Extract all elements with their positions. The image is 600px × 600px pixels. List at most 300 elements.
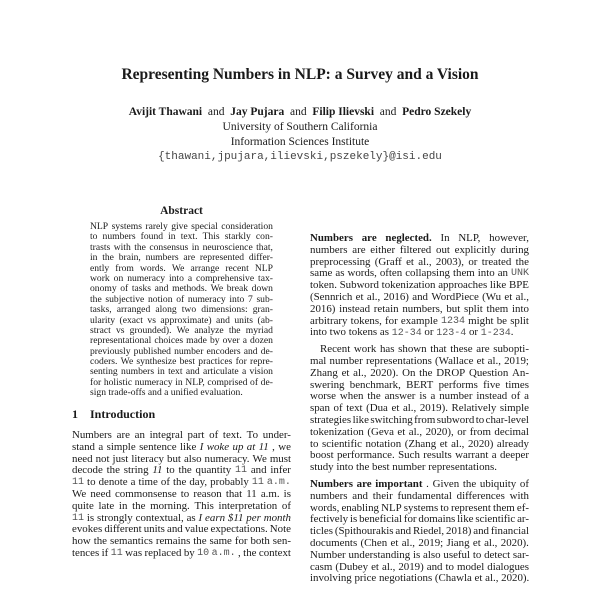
text-line bbox=[310, 356, 529, 368]
text-run: al., bbox=[381, 560, 396, 573]
text-line bbox=[310, 368, 529, 380]
italic-text: I bbox=[198, 511, 203, 524]
text-run: like bbox=[457, 513, 474, 526]
text-run: replaced bbox=[144, 546, 182, 559]
text-run: treated bbox=[481, 255, 512, 268]
text-run: Zhang bbox=[310, 366, 338, 379]
text-run: both bbox=[250, 535, 270, 548]
inline-code: 11 bbox=[110, 547, 123, 559]
text-run: comprehensive bbox=[196, 272, 255, 284]
text-run: the bbox=[193, 535, 207, 548]
affiliation-university: University of Southern California bbox=[222, 121, 378, 133]
text-run: To bbox=[246, 429, 259, 441]
text-run: DROP bbox=[436, 366, 466, 379]
text-run: already bbox=[496, 437, 529, 450]
text-run: systems bbox=[403, 501, 439, 514]
text-run: also bbox=[183, 452, 202, 465]
text-run: and bbox=[426, 560, 443, 573]
text-run: We bbox=[176, 324, 190, 336]
text-run: numbers bbox=[310, 243, 348, 256]
inline-code: 12-34 bbox=[391, 328, 422, 340]
inline-code: 10 bbox=[197, 547, 210, 559]
text-run: words. bbox=[139, 262, 166, 274]
text-run: to bbox=[90, 231, 98, 243]
text-run: et bbox=[397, 425, 406, 438]
text-run: (Wallace bbox=[435, 354, 474, 367]
text-run: mal bbox=[310, 354, 327, 367]
text-run: deeper bbox=[499, 449, 529, 462]
author-name: Pedro Szekely bbox=[402, 106, 472, 118]
text-run: or bbox=[466, 326, 481, 339]
text-run: represent bbox=[450, 501, 491, 514]
text-run: numeracy bbox=[187, 293, 226, 305]
text-run: (Sennrich bbox=[310, 290, 353, 303]
text-run: numbers bbox=[145, 252, 179, 264]
text-run: like bbox=[179, 440, 197, 453]
text-run: the bbox=[132, 499, 146, 512]
text-run: late bbox=[98, 499, 115, 512]
text-run: them bbox=[486, 302, 509, 315]
bold-run-in-heading: neglected. bbox=[385, 232, 432, 244]
text-run: answer bbox=[384, 390, 416, 403]
text-run: onomy bbox=[90, 283, 117, 295]
text-run: differ- bbox=[248, 252, 273, 264]
text-run: switching bbox=[370, 413, 413, 426]
text-run: expectations. bbox=[210, 523, 268, 536]
text-run: with bbox=[113, 241, 131, 253]
text-run: with bbox=[509, 489, 529, 502]
text-run: on bbox=[113, 272, 124, 284]
text-run: split bbox=[510, 314, 529, 327]
text-run: consideration bbox=[221, 221, 273, 232]
text-run: in bbox=[168, 231, 176, 243]
text-run: sentence bbox=[139, 440, 177, 453]
text-run: the bbox=[106, 464, 120, 477]
text-run: al., bbox=[366, 290, 381, 303]
text-run: tences bbox=[72, 546, 100, 559]
text-run: how bbox=[72, 535, 91, 548]
text-run: (ab- bbox=[257, 314, 273, 326]
text-run: This bbox=[194, 499, 214, 512]
text-run: al., bbox=[408, 425, 423, 438]
text-run: to bbox=[440, 501, 449, 514]
text-run: for bbox=[90, 376, 102, 388]
text-run: preprocessing bbox=[310, 255, 371, 268]
text-run: number bbox=[174, 345, 204, 357]
text-run: al., bbox=[402, 402, 417, 415]
text-run: from bbox=[469, 425, 491, 438]
text-run: Such bbox=[398, 449, 420, 462]
text-run: is bbox=[283, 487, 291, 500]
text-run: of bbox=[120, 283, 129, 295]
text-run: from bbox=[115, 262, 134, 274]
text-run: a.m. bbox=[260, 487, 280, 500]
text-run: domains bbox=[418, 513, 456, 526]
text-run: al., bbox=[484, 536, 498, 549]
text-run: (Graff bbox=[374, 255, 402, 268]
text-run: senting bbox=[90, 366, 118, 378]
text-run: ularity bbox=[90, 314, 116, 326]
text-run: 2020), bbox=[425, 425, 454, 438]
text-run: integral bbox=[149, 429, 183, 441]
text-line bbox=[72, 489, 291, 501]
text-run: comprised bbox=[207, 376, 248, 388]
paper-title: Representing Numbers in NLP: a Survey and a Vision bbox=[121, 66, 479, 83]
text-run: stand bbox=[72, 440, 95, 453]
text-run: de- bbox=[260, 345, 273, 357]
text-run: the bbox=[243, 546, 257, 559]
text-line bbox=[310, 479, 529, 491]
text-run: that bbox=[430, 343, 447, 356]
text-line bbox=[310, 304, 529, 316]
text-run: in bbox=[90, 252, 98, 264]
text-run: numbers, bbox=[402, 302, 443, 315]
text-run: NLP bbox=[254, 262, 273, 274]
text-run: made bbox=[186, 335, 207, 347]
text-run: in bbox=[191, 241, 200, 253]
text-run: (exact bbox=[119, 314, 143, 326]
text-run: to bbox=[445, 560, 454, 573]
text-run: con- bbox=[255, 231, 273, 243]
text-run: we bbox=[278, 440, 291, 453]
text-run: collapsing bbox=[405, 267, 450, 280]
text-run: 2018) bbox=[446, 525, 472, 538]
text-run: reason bbox=[193, 487, 222, 500]
text-run: (Dubey bbox=[335, 560, 369, 573]
text-run: Question bbox=[468, 366, 509, 379]
italic-text: I bbox=[199, 440, 204, 453]
text-run: during bbox=[500, 243, 529, 256]
text-run: a bbox=[187, 272, 193, 284]
text-run: 2020) bbox=[467, 437, 494, 450]
text-run: text. bbox=[180, 231, 198, 243]
text-run: enabling bbox=[341, 501, 379, 514]
text-run: in bbox=[175, 376, 183, 388]
text-run: different bbox=[104, 523, 142, 536]
text-run: token. bbox=[310, 279, 337, 292]
text-run: benchmark, bbox=[349, 378, 401, 391]
text-run: repre- bbox=[250, 356, 273, 368]
text-run: five bbox=[483, 378, 501, 391]
text-run: of bbox=[511, 390, 521, 403]
text-run: understanding bbox=[348, 548, 411, 561]
text-run: for bbox=[235, 356, 247, 368]
text-run: if bbox=[101, 546, 109, 559]
text-run: quite bbox=[72, 499, 94, 512]
text-run: to bbox=[87, 476, 96, 489]
text-run: them bbox=[493, 501, 515, 514]
text-run: 2016) bbox=[310, 302, 336, 315]
text-run: a bbox=[130, 476, 136, 489]
text-run: of bbox=[160, 476, 170, 489]
text-line bbox=[90, 253, 273, 263]
text-run: et bbox=[355, 290, 364, 303]
affiliation-institute: Information Sciences Institute bbox=[230, 136, 370, 148]
text-run: retain bbox=[373, 302, 399, 315]
text-run: into bbox=[512, 302, 529, 315]
text-line bbox=[310, 415, 529, 427]
text-run: notion bbox=[147, 293, 173, 305]
text-line bbox=[72, 501, 291, 513]
text-run: beneficial bbox=[359, 513, 402, 526]
text-run: casm bbox=[310, 560, 333, 573]
text-run: or bbox=[421, 326, 437, 339]
text-run: On bbox=[402, 366, 416, 379]
text-run: (Wu bbox=[482, 290, 502, 303]
text-run: and bbox=[216, 314, 230, 326]
text-run: scientific bbox=[322, 437, 362, 450]
text-run: are bbox=[116, 429, 130, 441]
text-run: de- bbox=[260, 376, 273, 388]
text-run: number bbox=[329, 354, 363, 367]
text-run: special bbox=[191, 221, 218, 232]
text-run: et bbox=[371, 560, 379, 573]
inline-code: 11 bbox=[72, 512, 85, 524]
author-email: {thawani,jpujara,ilievski,pszekely}@isi.edu bbox=[158, 151, 442, 163]
text-run: al., bbox=[487, 354, 501, 367]
text-run: NLP bbox=[381, 501, 402, 514]
inline-code: a.m. bbox=[211, 547, 236, 559]
text-run: NLP bbox=[90, 221, 109, 232]
text-run: explicitly bbox=[454, 243, 496, 256]
text-run: a bbox=[98, 440, 104, 453]
text-run: but bbox=[167, 452, 181, 465]
inline-code: 11 bbox=[251, 477, 264, 489]
text-run: Jiang bbox=[446, 536, 470, 549]
text-run: like bbox=[352, 413, 369, 426]
text-run: coders. bbox=[90, 356, 118, 368]
text-run: decimal bbox=[494, 425, 529, 438]
text-run: as bbox=[335, 267, 345, 280]
inline-code: 1234 bbox=[440, 315, 465, 327]
text-run: grounded). bbox=[129, 324, 172, 336]
text-run: al., bbox=[401, 536, 416, 549]
abstract-heading: Abstract bbox=[160, 205, 203, 217]
text-run: (Zhang bbox=[404, 437, 437, 450]
text-run: simple bbox=[499, 402, 529, 415]
text-run: under- bbox=[262, 429, 291, 441]
italic-text: 11 bbox=[258, 440, 269, 453]
text-run: BERT bbox=[406, 378, 434, 391]
text-run: performs bbox=[438, 378, 478, 391]
italic-text: 11 bbox=[152, 464, 163, 477]
text-line bbox=[90, 243, 273, 253]
text-run: a bbox=[241, 366, 247, 378]
text-run: the bbox=[134, 241, 146, 253]
italic-text: per bbox=[246, 511, 261, 524]
text-run: as bbox=[186, 511, 196, 524]
text-run: Given bbox=[432, 477, 460, 490]
text-run: a bbox=[430, 390, 436, 403]
text-run: however, bbox=[489, 232, 529, 244]
text-run: work bbox=[353, 343, 377, 356]
text-run: time bbox=[138, 476, 158, 489]
text-run: useful bbox=[443, 548, 471, 561]
text-run: into two tokens as bbox=[310, 326, 392, 339]
text-run: best bbox=[179, 356, 196, 368]
text-run: to bbox=[475, 413, 485, 426]
text-run: al., bbox=[515, 290, 529, 303]
author-name: Avijit Thawani bbox=[128, 106, 203, 118]
text-run: also bbox=[423, 548, 441, 561]
text-run: 2020). bbox=[500, 536, 529, 549]
text-run: vision bbox=[249, 366, 273, 378]
italic-text: month bbox=[263, 511, 291, 524]
text-run: subword bbox=[436, 413, 475, 426]
text-run: holistic bbox=[103, 376, 133, 388]
text-run: ticles bbox=[310, 525, 333, 538]
text-run: in bbox=[157, 366, 165, 378]
text-run: 2019; bbox=[418, 536, 444, 549]
text-run: Riedel, bbox=[412, 525, 445, 538]
text-run: performance. bbox=[336, 449, 395, 462]
author-separator: and bbox=[207, 106, 225, 118]
section-number: 1 bbox=[72, 407, 78, 421]
text-run: for bbox=[385, 314, 398, 327]
text-run: strongly bbox=[97, 511, 133, 524]
text-run: fundamental bbox=[397, 489, 452, 502]
text-run: by bbox=[209, 335, 220, 347]
text-run: 2019). bbox=[419, 402, 448, 415]
text-run: Subword bbox=[339, 279, 379, 292]
text-run: was bbox=[125, 546, 143, 559]
text-run: approaches bbox=[438, 279, 488, 292]
text-run: BPE bbox=[508, 279, 529, 292]
text-run: strategies bbox=[310, 413, 352, 426]
text-run: (Chen bbox=[360, 536, 388, 549]
text-run: of bbox=[209, 429, 219, 441]
text-run: and bbox=[250, 464, 267, 477]
text-run: of bbox=[333, 402, 343, 415]
text-run: 2003), bbox=[435, 255, 465, 268]
text-run: the bbox=[173, 476, 187, 489]
text-run: are bbox=[352, 243, 366, 256]
text-run: previously bbox=[90, 345, 131, 357]
text-run: the bbox=[93, 535, 108, 548]
text-run: worse bbox=[310, 390, 337, 403]
text-run: approximate) bbox=[160, 314, 212, 326]
text-run: encoders bbox=[206, 345, 241, 357]
text-run: to bbox=[310, 437, 319, 450]
text-run: trasts bbox=[90, 241, 111, 253]
text-run: and bbox=[473, 525, 490, 538]
text-run: times bbox=[505, 378, 529, 391]
text-run: like bbox=[489, 279, 507, 292]
text-run: text bbox=[346, 402, 363, 415]
text-run: fectively bbox=[310, 513, 349, 526]
text-run: of bbox=[176, 293, 185, 305]
inline-code: 1-234 bbox=[480, 328, 511, 340]
text-run: 2019) bbox=[398, 560, 424, 573]
text-run: In bbox=[440, 232, 450, 244]
text-run: of bbox=[250, 376, 259, 388]
text-run: text bbox=[168, 366, 183, 378]
text-run: is bbox=[412, 548, 421, 561]
text-run: give bbox=[171, 221, 188, 232]
text-run: . bbox=[426, 477, 429, 490]
text-run: is bbox=[349, 513, 358, 526]
text-run: into bbox=[229, 293, 245, 305]
text-run: , bbox=[272, 440, 275, 453]
text-line bbox=[310, 327, 529, 339]
text-run: a bbox=[524, 390, 529, 403]
text-run: string bbox=[123, 464, 149, 477]
text-run: We bbox=[120, 356, 134, 368]
abstract-body bbox=[90, 222, 273, 399]
text-run: arrange bbox=[190, 262, 220, 274]
text-run: sar- bbox=[512, 548, 529, 561]
text-run: into bbox=[477, 267, 495, 280]
text-run: vs bbox=[147, 314, 156, 326]
text-run: evokes bbox=[72, 523, 103, 536]
text-run: et bbox=[406, 255, 414, 268]
text-run: ef- bbox=[516, 501, 529, 514]
text-run: numbers bbox=[310, 489, 348, 502]
text-run: numbers bbox=[102, 231, 136, 243]
inline-code: a.m. bbox=[266, 477, 291, 489]
text-run: when bbox=[339, 390, 364, 403]
text-run: the bbox=[515, 255, 529, 268]
text-run: that bbox=[225, 487, 243, 500]
author-separator: and bbox=[289, 106, 307, 118]
text-run: same bbox=[209, 535, 232, 548]
bold-run-in-heading: are bbox=[356, 477, 372, 490]
text-run: tasks, bbox=[90, 304, 112, 316]
italic-text: at bbox=[246, 440, 256, 453]
text-run: of bbox=[519, 477, 529, 490]
text-run: the bbox=[462, 477, 477, 490]
text-run: representational bbox=[90, 335, 152, 347]
text-run: We bbox=[72, 487, 87, 500]
text-run: units bbox=[143, 523, 165, 536]
text-run: are bbox=[476, 343, 490, 356]
text-run: not bbox=[95, 452, 110, 465]
text-run: documents bbox=[310, 536, 358, 549]
text-run: of bbox=[281, 499, 291, 512]
text-run: et bbox=[472, 536, 481, 549]
text-run: et bbox=[504, 290, 513, 303]
text-run: arbitrary bbox=[310, 314, 348, 327]
inline-code: 11 bbox=[72, 477, 85, 489]
text-run: scientific bbox=[475, 513, 516, 526]
text-run: decode bbox=[72, 464, 103, 477]
text-run: articulate bbox=[202, 366, 239, 378]
text-run: 2016) bbox=[383, 290, 409, 303]
text-run: these bbox=[450, 343, 473, 356]
section-heading bbox=[72, 407, 155, 421]
italic-text: earn bbox=[205, 511, 226, 524]
text-run: This bbox=[202, 231, 220, 243]
text-run: and bbox=[412, 290, 428, 303]
text-run: or bbox=[468, 255, 478, 268]
text-run: a bbox=[242, 335, 247, 347]
text-run: along bbox=[155, 304, 177, 316]
text-line bbox=[90, 305, 273, 315]
text-run: the bbox=[228, 324, 241, 336]
text-line bbox=[90, 388, 273, 398]
text-run: shown bbox=[398, 343, 427, 356]
text-run: et bbox=[439, 437, 448, 450]
text-run: instead bbox=[339, 302, 371, 315]
text-run: sen- bbox=[272, 535, 291, 548]
text-run: We bbox=[171, 262, 185, 274]
text-run: (Spithourakis bbox=[334, 525, 394, 538]
text-run: semantics bbox=[109, 535, 153, 548]
text-run: involving price negotiations (Chawla et al., 2020). bbox=[310, 572, 530, 585]
text-run: units bbox=[234, 314, 254, 326]
text-run: to bbox=[472, 548, 482, 561]
text-line bbox=[310, 491, 529, 503]
